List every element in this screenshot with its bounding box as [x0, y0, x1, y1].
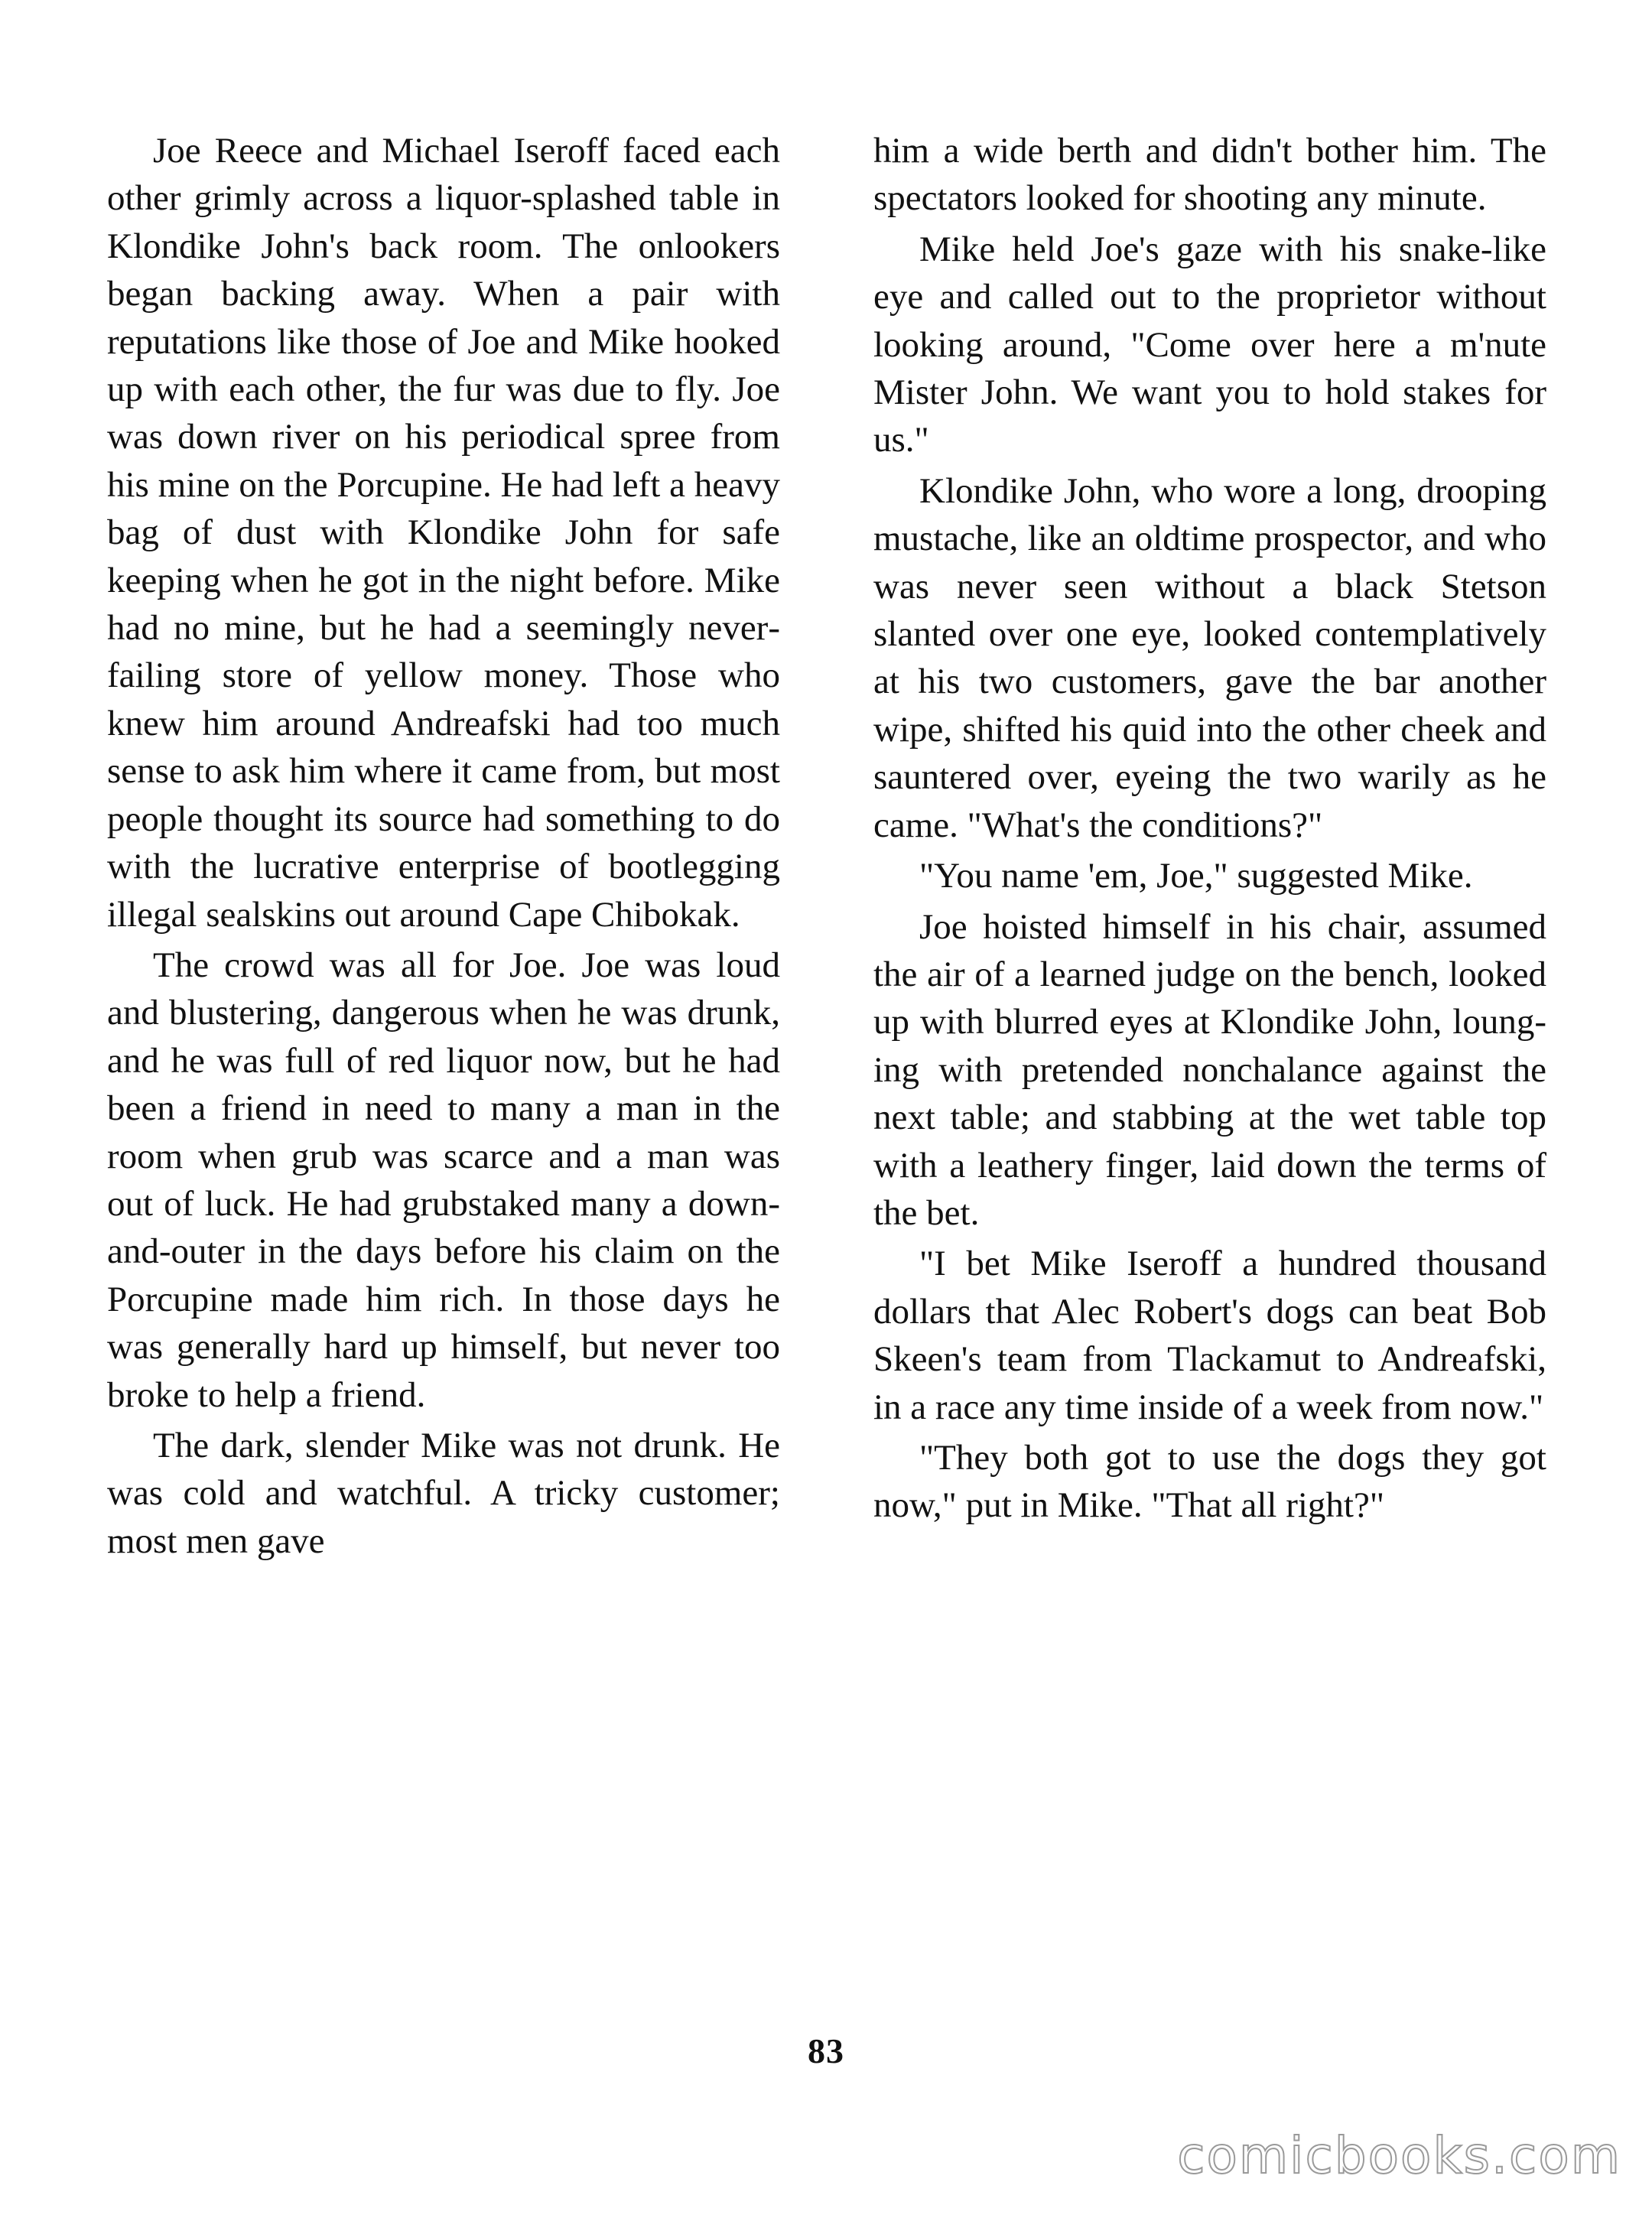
watermark-logo: comicbooks.com: [1177, 2126, 1621, 2185]
paragraph: Klondike John, who wore a long, drooping mustache, like an oldtime prospector, and who was never seen without a black Stetson slanted over one eye, looked contemplatively at his two customers, gave the bar another wipe, shifted his quid into the other cheek and sauntered over, eyeing the two warily as he came. "What's the conditions?": [873, 470, 1546, 845]
paragraph: The crowd was all for Joe. Joe was loud and blustering, dangerous when he was drunk, and he was full of red liquor now, but he had been a friend in need to many a man in the room when grub was scarce and a man was out of luck. He had grubstaked many a down-and-outer in the days before his claim on the Porcupine made him rich. In those days he was generally hard up himself, but never too broke to help a friend.: [107, 945, 780, 1415]
paragraph: Mike held Joe's gaze with his snake-like eye and called out to the proprietor without looking around, "Come over here a m'nute Mister John. We want you to hold stakes for us.": [873, 229, 1546, 460]
paragraph: Joe hoisted himself in his chair, assumed the air of a learned judge on the bench, looked up with blurred eyes at Klondike John, lounging with pretended nonchalance against the next table; and stabbing at the wet table top with a leathery finger, laid down the terms of the bet.: [873, 906, 1546, 1233]
paragraph: "You name 'em, Joe," suggested Mike.: [919, 856, 1473, 896]
paragraph: "I bet Mike Iseroff a hundred thousand dollars that Alec Robert's dogs can beat Bob Skeen's team from Tlackamut to Andreafski, in a race any time inside of a week from now.": [873, 1244, 1546, 1427]
paragraph-continuation: him a wide berth and didn't bother him. The spectators looked for shooting any minute.: [873, 131, 1546, 219]
right-text-column: [873, 127, 1546, 1530]
left-text-column: [107, 127, 780, 1565]
paragraph: The dark, slender Mike was not drunk. He was cold and watchful. A tricky customer; most men gave: [107, 1425, 780, 1561]
paragraph: "They both got to use the dogs they got now," put in Mike. "That all right?": [873, 1437, 1546, 1526]
page-number: 83: [808, 2031, 844, 2070]
paragraph: Joe Reece and Michael Iseroff faced each other grimly across a liquor-splashed table in Klondike John's back room. The onlookers began backing away. When a pair with reputations like those of Joe and Mike hooked up with each other, the fur was due to fly. Joe was down river on his periodical spree from his mine on the Porcupine. He had left a heavy bag of dust with Klondike John for safe keeping when he got in the night before. Mike had no mine, but he had a seemingly neverfailing store of yellow money. Those who knew him around Andreafski had too much sense to ask him where it came from, but most people thought its source had something to do with the lucrative enterprise of bootlegging illegal sealskins out around Cape Chibokak.: [107, 131, 780, 935]
